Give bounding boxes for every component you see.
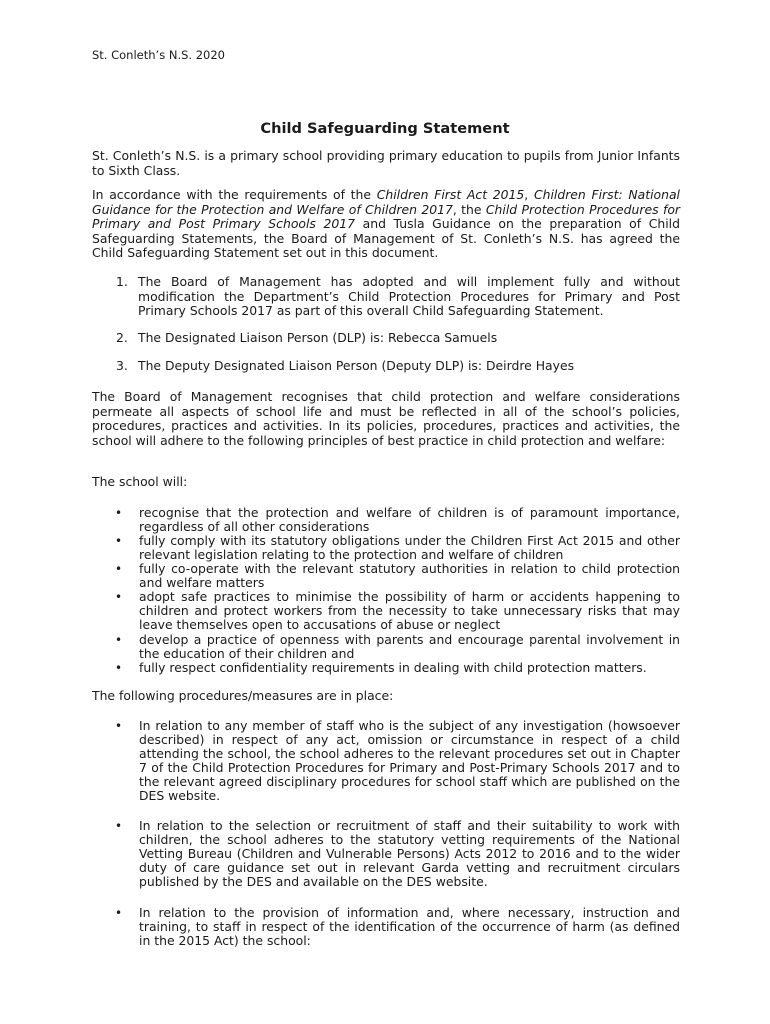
recognises-paragraph: The Board of Management recognises that child protection and welfare considerations permeate all aspects of school life and must be reflected in all of the school’s policies, procedures, practices and activities. In its policies, procedures, practices and activities, the school will adhere to the following principles of best practice in child protection and welfare: [92, 389, 680, 448]
list-item-text: In relation to any member of staff who is the subject of any investigation (howsoever described) in respect of any act, omission or circumstance in respect of a child attending the school, the school adheres to the relevant procedures set out in Chapter 7 of the Child Protection Procedures for Primary and Post-Primary Schools 2017 and to the relevant agreed disciplinary procedures for school staff which are published on the DES website. [139, 718, 680, 803]
bullet-icon: • [115, 661, 123, 675]
item-text: The Board of Management has adopted and will implement fully and without modification the Department’s Child Protection Procedures for Primary and Post Primary Schools 2017 as part of this overall Child Safeguarding Statement. [138, 274, 680, 318]
bullet-icon: • [115, 819, 123, 833]
children-first-act-ref: Children First Act 2015 [376, 187, 525, 202]
item-text: The Deputy Designated Liaison Person (Deputy DLP) is: Deirdre Hayes [138, 358, 575, 373]
bullet-icon: • [115, 590, 123, 604]
list-item-text: develop a practice of openness with parents and encourage parental involvement in the education of their children and [139, 632, 680, 661]
bullet-icon: • [115, 562, 123, 576]
accordance-paragraph [92, 188, 680, 261]
accordance-text-1: In accordance with the requirements of the [92, 187, 377, 202]
intro-paragraph: St. Conleth’s N.S. is a primary school providing primary education to pupils from Junior Infants to Sixth Class. [92, 148, 680, 178]
item-number: 1. [116, 274, 128, 289]
list-item-text: fully comply with its statutory obligations under the Children First Act 2015 and other relevant legislation relating to the protection and welfare of children [139, 533, 680, 562]
list-item-text: fully respect confidentiality requirements in dealing with child protection matters. [139, 660, 647, 675]
bullet-icon: • [115, 906, 123, 920]
item-number: 3. [116, 358, 128, 373]
bullet-icon: • [115, 719, 123, 733]
child-protection-procedures-ref: Child Protection Procedures for Primary and Post Primary Schools 2017 [92, 201, 680, 231]
school-will-heading: The school will: [92, 474, 188, 489]
accordance-text-2: , [524, 187, 534, 202]
page-header: St. Conleth’s N.S. 2020 [92, 48, 225, 62]
bullet-icon: • [115, 633, 123, 647]
accordance-text-3: , the [452, 201, 486, 217]
bullet-icon: • [115, 534, 123, 548]
list-item-text: In relation to the provision of information and, where necessary, instruction and training, to staff in respect of the identification of the occurrence of harm (as defined in the 2015 Act) the school: [139, 905, 680, 948]
list-item-text: fully co-operate with the relevant statutory authorities in relation to child protection and welfare matters [139, 561, 680, 590]
list-item-text: adopt safe practices to minimise the possibility of harm or accidents happening to children and protect workers from the necessity to take unnecessary risks that may leave themselves open to accusations of abuse or neglect [139, 589, 680, 632]
national-guidance-ref: Children First: National Guidance for the Protection and Welfare of Children 2017 [92, 187, 680, 217]
bullet-icon: • [115, 506, 123, 520]
list-item-text: In relation to the selection or recruitment of staff and their suitability to work with children, the school adheres to the statutory vetting requirements of the National Vetting Bureau (Children and Vulnerable Persons) Acts 2012 to 2016 and to the wider duty of care guidance set out in relevant Garda vetting and recruitment circulars published by the DES and available on the DES website. [139, 818, 680, 889]
item-number: 2. [116, 330, 128, 345]
item-text: The Designated Liaison Person (DLP) is: Rebecca Samuels [138, 330, 498, 345]
list-item-text: recognise that the protection and welfare of children is of paramount importance, regardless of all other considerations [139, 505, 680, 534]
procedures-heading: The following procedures/measures are in place: [92, 688, 394, 703]
accordance-text-4: and Tusla Guidance on the preparation of Child Safeguarding Statements, the Board of Management of St. Conleth’s N.S. has agreed the Child Safeguarding Statement set out in this document. [92, 216, 680, 260]
page-title: Child Safeguarding Statement [260, 120, 510, 137]
